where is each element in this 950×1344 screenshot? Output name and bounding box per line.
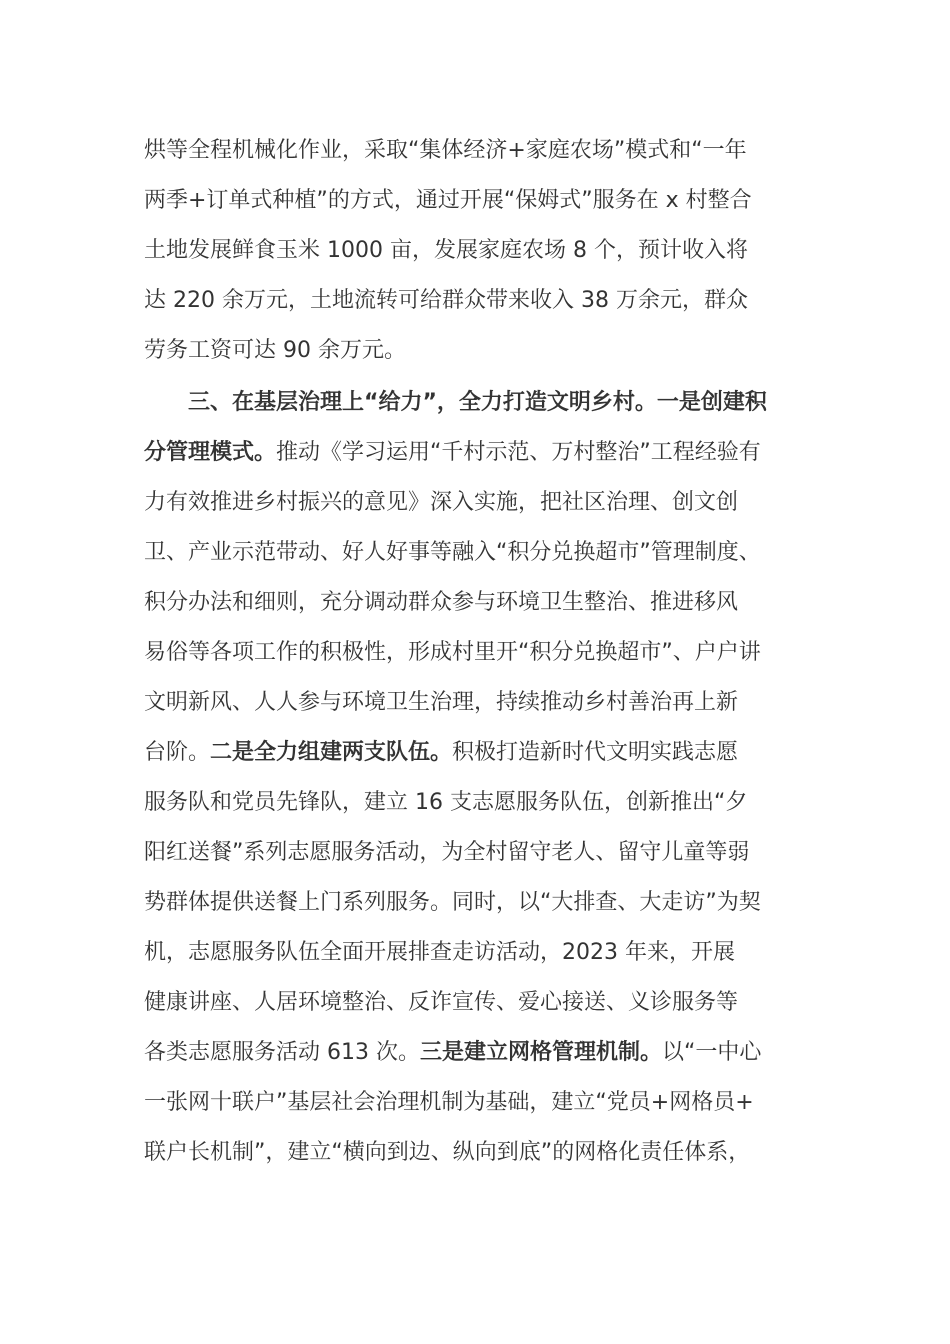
text-segment: 阳红送餐”系列志愿服务活动，为全村留守老人、留守儿童等弱 — [144, 840, 750, 865]
text-line — [144, 528, 806, 578]
text-segment: 卫、产业示范带动、好人好事等融入“积分兑换超市”管理制度、 — [144, 540, 761, 565]
text-segment: 服务队和党员先锋队，建立 16 支志愿服务队伍，创新推出“夕 — [144, 790, 748, 815]
text-line — [144, 276, 806, 326]
text-line — [144, 378, 806, 428]
text-line — [144, 628, 806, 678]
text-line — [144, 326, 806, 376]
text-segment: 达 220 余万元，土地流转可给群众带来收入 38 万余元，群众 — [144, 288, 748, 313]
bold-text-segment: 三、在基层治理上“给力”，全力打造文明乡村。一是创建积 — [188, 390, 767, 415]
text-segment: 易俗等各项工作的积极性，形成村里开“积分兑换超市”、户户讲 — [144, 640, 761, 665]
text-line — [144, 478, 806, 528]
text-line — [144, 728, 806, 778]
text-line — [144, 1128, 806, 1178]
text-segment: 推动《学习运用“千村示范、万村整治”工程经验有 — [276, 440, 761, 465]
text-segment: 各类志愿服务活动 613 次。 — [144, 1040, 420, 1065]
text-line — [144, 928, 806, 978]
text-segment: 台阶。 — [144, 740, 211, 765]
text-line — [144, 678, 806, 728]
text-line — [144, 1028, 806, 1078]
bold-text-segment: 三是建立网格管理机制。 — [419, 1040, 662, 1065]
text-segment: 烘等全程机械化作业，采取“集体经济+家庭农场”模式和“一年 — [144, 138, 747, 163]
text-line — [144, 878, 806, 928]
text-segment: 积极打造新时代文明实践志愿 — [452, 740, 739, 765]
text-line — [144, 578, 806, 628]
text-line — [144, 1078, 806, 1128]
text-line — [144, 126, 806, 176]
text-line — [144, 828, 806, 878]
bold-text-segment: 分管理模式。 — [144, 440, 277, 465]
text-line — [144, 176, 806, 226]
text-segment: 两季+订单式种植”的方式，通过开展“保姆式”服务在 x 村整合 — [144, 188, 752, 213]
text-line — [144, 978, 806, 1028]
text-line — [144, 428, 806, 478]
text-segment: 力有效推进乡村振兴的意见》深入实施，把社区治理、创文创 — [144, 490, 739, 515]
text-segment: 一张网十联户”基层社会治理机制为基础，建立“党员+网格员+ — [144, 1090, 754, 1115]
text-line — [144, 778, 806, 828]
text-segment: 势群体提供送餐上门系列服务。同时，以“大排查、大走访”为契 — [144, 890, 761, 915]
text-segment: 机，志愿服务队伍全面开展排查走访活动，2023 年来，开展 — [144, 940, 735, 965]
text-segment: 联户长机制”，建立“横向到边、纵向到底”的网格化责任体系， — [144, 1140, 751, 1165]
text-line — [144, 226, 806, 276]
text-segment: 土地发展鲜食玉米 1000 亩，发展家庭农场 8 个，预计收入将 — [144, 238, 748, 263]
text-segment: 以“一中心 — [662, 1040, 762, 1065]
text-segment: 健康讲座、人居环境整治、反诈宣传、爱心接送、义诊服务等 — [144, 990, 739, 1015]
text-segment: 文明新风、人人参与环境卫生治理，持续推动乡村善治再上新 — [144, 690, 739, 715]
bold-text-segment: 二是全力组建两支队伍。 — [210, 740, 453, 765]
text-segment: 积分办法和细则，充分调动群众参与环境卫生整治、推进移风 — [144, 590, 739, 615]
text-segment: 劳务工资可达 90 余万元。 — [144, 338, 406, 363]
document-body — [144, 126, 806, 1178]
